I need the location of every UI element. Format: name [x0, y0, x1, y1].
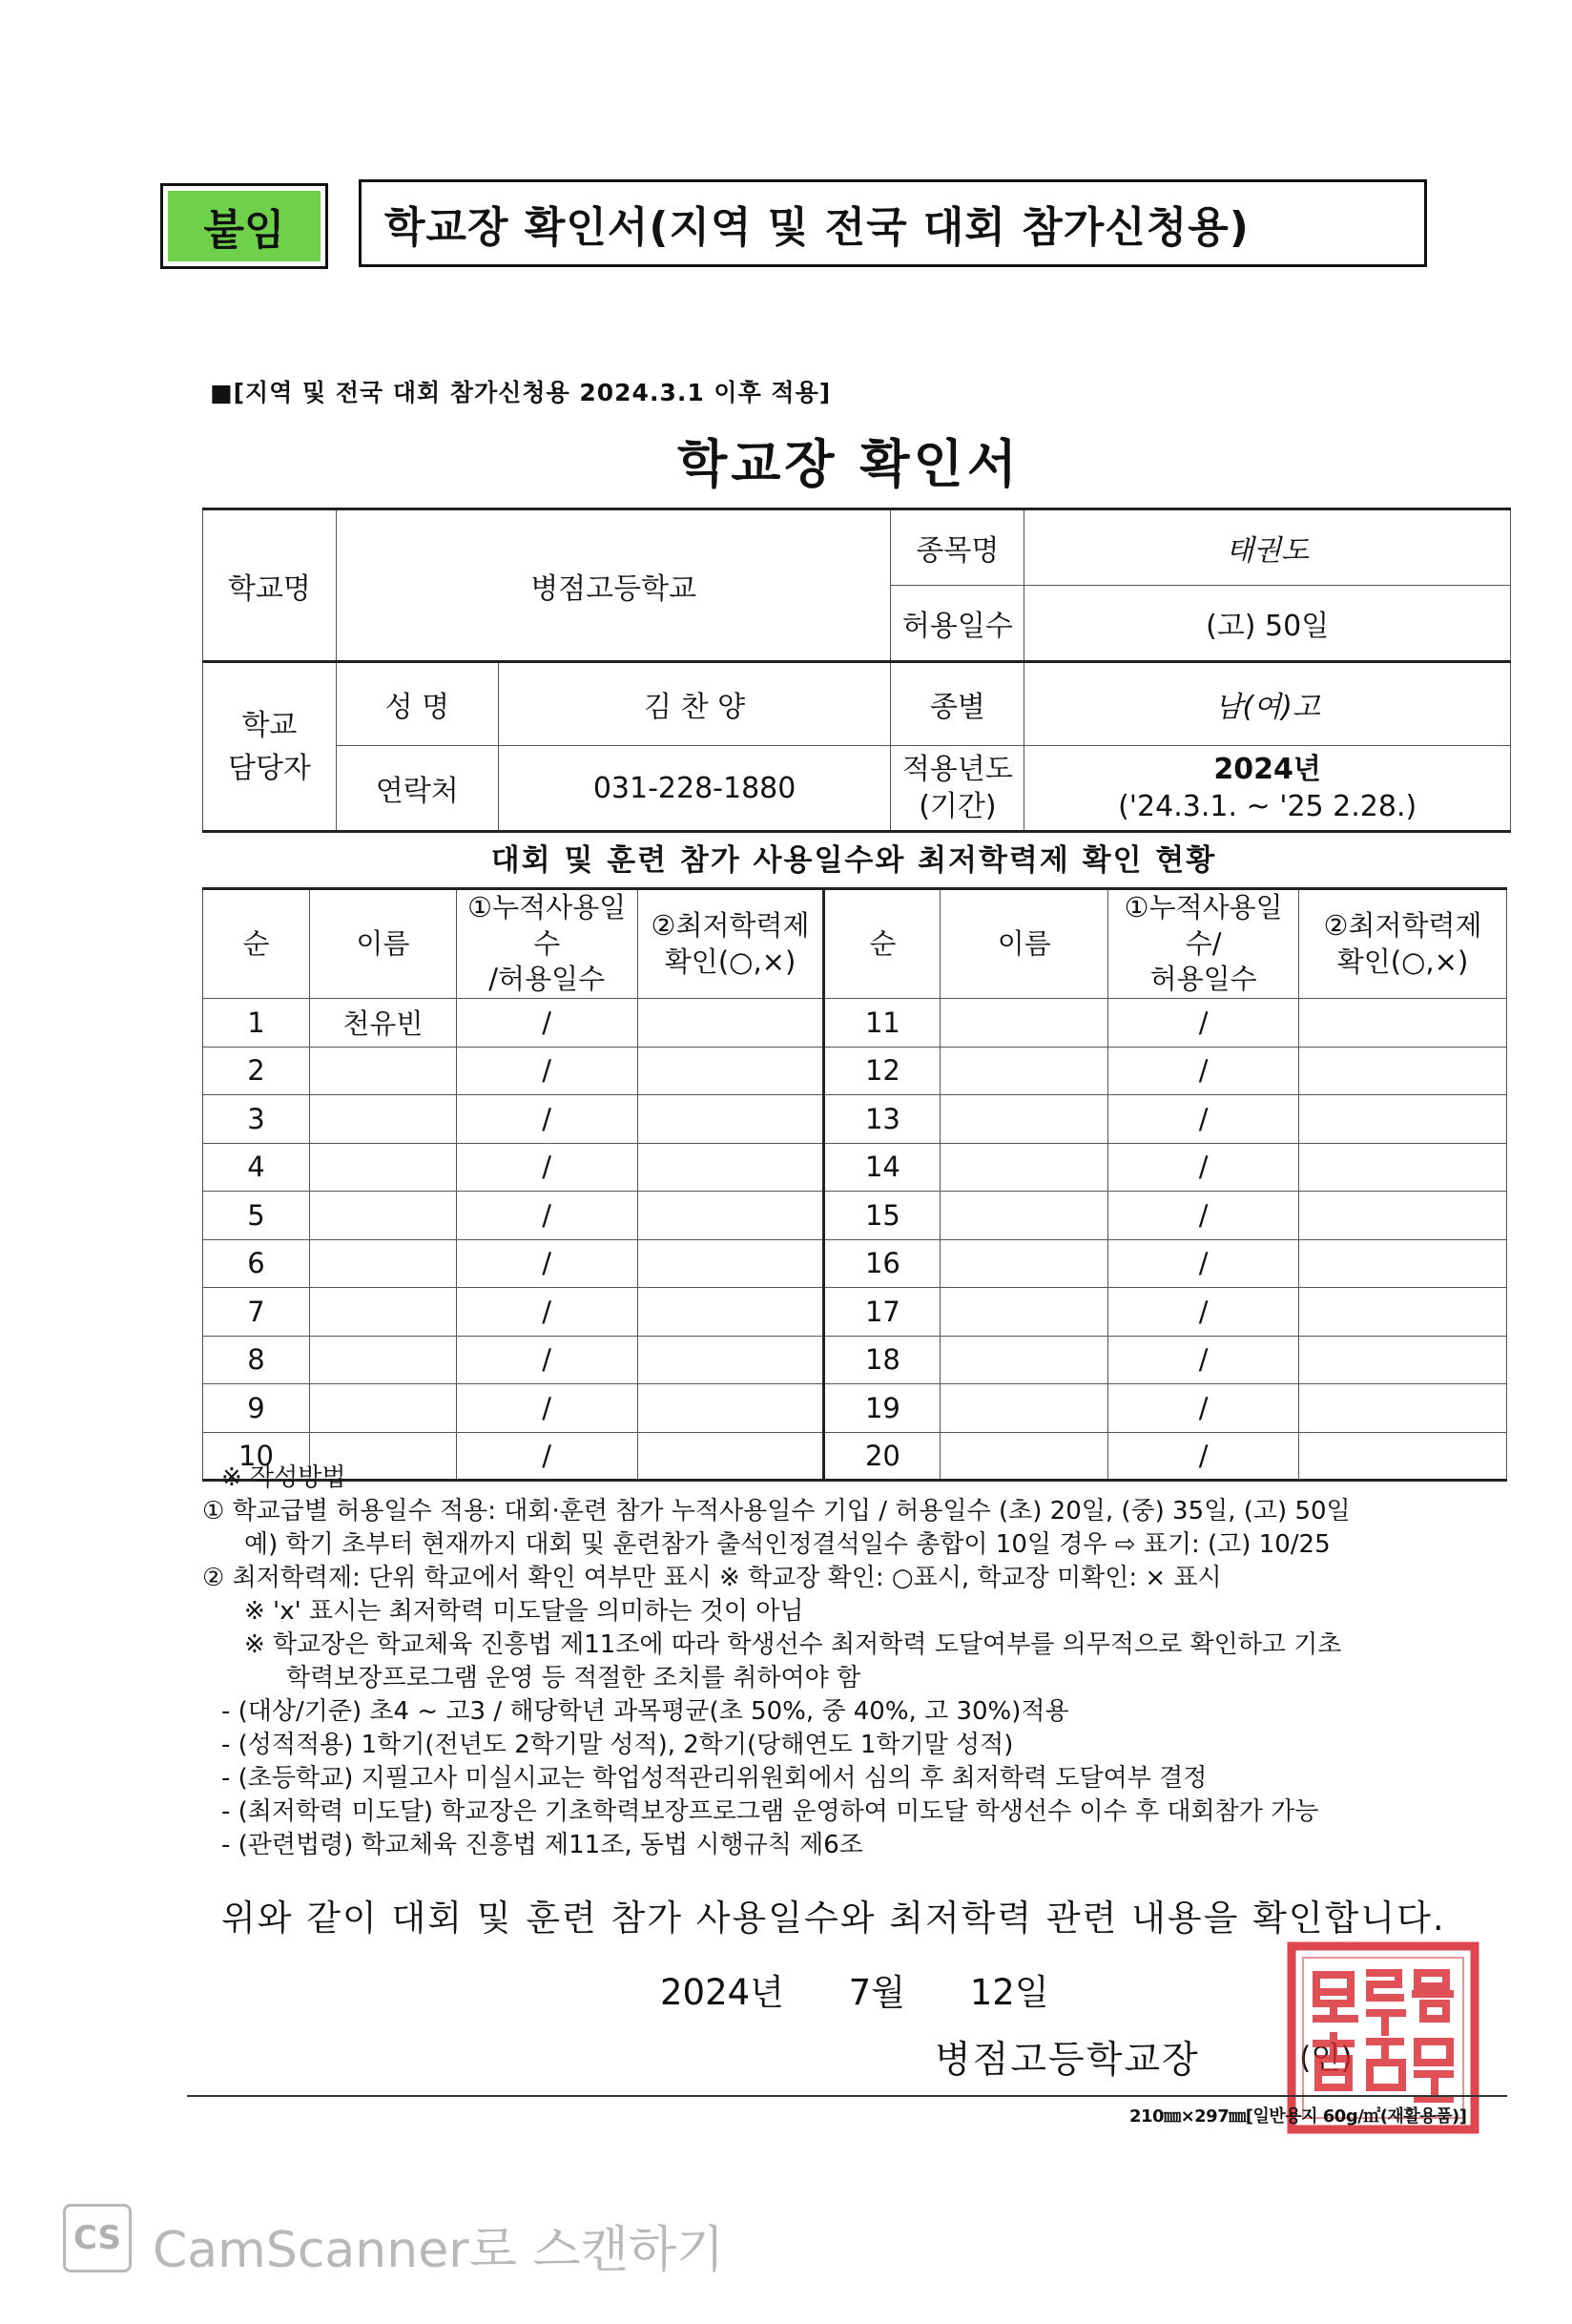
instruction-line: - (대상/기준) 초4 ~ 고3 / 해당학년 과목평균(초 50%, 중 40%, 고 30%)적용 [221, 1697, 1069, 1726]
attachment-tag [160, 183, 328, 269]
table-row [203, 1288, 1507, 1337]
row-number: 9 [203, 1384, 310, 1433]
row-check-right [1299, 1047, 1507, 1095]
row-check [637, 1047, 824, 1095]
row-days-right: / [1108, 1432, 1299, 1481]
row-number-right: 19 [824, 1384, 941, 1433]
row-check-right [1299, 1239, 1507, 1288]
row-days-right: / [1108, 1047, 1299, 1095]
instruction-line: - (최저학력 미도달) 학교장은 기초학력보장프로그램 운영하여 미도달 학생선수 이수 후 대회참가 가능 [221, 1797, 1319, 1826]
row-name [309, 1336, 456, 1384]
row-days: / [456, 1239, 637, 1288]
row-check-right [1299, 1095, 1507, 1144]
date-month: 7월 [848, 1972, 905, 2013]
name-value: 김 찬 양 [498, 662, 891, 746]
row-name-right [941, 1239, 1108, 1288]
row-days: / [456, 1143, 637, 1192]
row-check [637, 1095, 824, 1144]
row-days: / [456, 1432, 637, 1481]
principal-signature-line: 병점고등학교장 [935, 2039, 1200, 2082]
instruction-line: - (초등학교) 지필고사 미실시교는 학업성적관리위원회에서 심의 후 최저학력 도달여부 결정 [221, 1764, 1208, 1793]
header-name-right: 이름 [941, 889, 1108, 999]
status-table-body [203, 999, 1507, 1481]
row-days-right: / [1108, 1239, 1299, 1288]
row-number-right: 16 [824, 1239, 941, 1288]
instruction-line: - (성적적용) 1학기(전년도 2학기말 성적), 2학기(당해연도 1학기말 성적) [221, 1731, 1014, 1759]
row-number: 6 [203, 1239, 310, 1288]
row-name-right [941, 1336, 1108, 1384]
row-days: / [456, 1095, 637, 1144]
table-row [203, 1095, 1507, 1144]
row-check-right [1299, 1336, 1507, 1384]
row-days: / [456, 1288, 637, 1337]
document-title: 학교장 확인서 [677, 434, 1021, 494]
header-no-right: 순 [824, 889, 941, 999]
camscanner-logo-icon: CS [63, 2204, 132, 2272]
row-check [637, 1288, 824, 1337]
row-name [309, 1192, 456, 1240]
row-check [637, 1143, 824, 1192]
header-no: 순 [203, 889, 310, 999]
instruction-line: 학력보장프로그램 운영 등 적절한 조치를 취하여야 함 [286, 1664, 861, 1692]
row-days-right: / [1108, 1288, 1299, 1337]
period-value: ('24.3.1. ~ '25 2.28.) [1118, 790, 1417, 823]
writing-instructions [202, 1462, 1538, 1862]
status-table [202, 887, 1507, 1482]
table-row [203, 1336, 1507, 1384]
row-number-right: 20 [824, 1432, 941, 1481]
contact-label: 연락처 [336, 746, 498, 832]
table-row [203, 1239, 1507, 1288]
header-check: ②최저학력제 확인(○,×) [637, 889, 824, 999]
instruction-line: ② 최저학력제: 단위 학교에서 확인 여부만 표시 ※ 학교장 확인: ○표시, 학교장 미확인: × 표시 [202, 1564, 1222, 1592]
row-number: 1 [203, 999, 310, 1048]
instruction-line: ※ 작성방법 [221, 1463, 346, 1492]
row-name-right [941, 1384, 1108, 1433]
sport-value: 태권도 [1024, 509, 1511, 586]
school-label: 학교명 [203, 509, 337, 662]
table-row [203, 1384, 1507, 1433]
gender-label: 종별 [891, 662, 1024, 746]
row-check [637, 1384, 824, 1433]
row-number-right: 12 [824, 1047, 941, 1095]
row-name-right [941, 1192, 1108, 1240]
table-row [203, 1143, 1507, 1192]
row-check-right [1299, 999, 1507, 1048]
table-row [203, 1192, 1507, 1240]
allowed-days-value: (고) 50일 [1024, 586, 1511, 662]
instruction-line: 예) 학기 초부터 현재까지 대회 및 훈련참가 출석인정결석일수 총합이 10일 경우 ⇨ 표기: (고) 10/25 [244, 1530, 1331, 1559]
row-name [309, 1384, 456, 1433]
row-number-right: 11 [824, 999, 941, 1048]
row-days: / [456, 1336, 637, 1384]
row-days: / [456, 1047, 637, 1095]
row-days-right: / [1108, 999, 1299, 1048]
row-days-right: / [1108, 1095, 1299, 1144]
row-number-right: 13 [824, 1095, 941, 1144]
row-name: 천유빈 [309, 999, 456, 1048]
row-check [637, 1192, 824, 1240]
row-name-right [941, 1047, 1108, 1095]
table-row [203, 1047, 1507, 1095]
camscanner-watermark: CamScanner로 스캔하기 [153, 2222, 725, 2279]
row-name-right [941, 999, 1108, 1048]
row-number: 4 [203, 1143, 310, 1192]
header-days: ①누적사용일수 /허용일수 [456, 889, 637, 999]
header-title: 학교장 확인서(지역 및 전국 대회 참가신청용) [359, 179, 1427, 267]
row-number-right: 17 [824, 1288, 941, 1337]
seal-mark: (인) [1299, 2040, 1353, 2076]
row-name [309, 1095, 456, 1144]
row-number-right: 14 [824, 1143, 941, 1192]
row-check-right [1299, 1288, 1507, 1337]
paper-size-note: 210㎜×297㎜[일반용지 60g/㎡(재활용품)] [1129, 2106, 1467, 2127]
row-number: 10 [203, 1432, 310, 1481]
year-value: 2024년 [1213, 753, 1321, 786]
year-label: 적용년도 (기간) [891, 746, 1024, 832]
row-days-right: / [1108, 1336, 1299, 1384]
row-number: 8 [203, 1336, 310, 1384]
row-check-right [1299, 1192, 1507, 1240]
row-name-right [941, 1143, 1108, 1192]
name-label: 성 명 [336, 662, 498, 746]
row-name [309, 1047, 456, 1095]
row-number-right: 15 [824, 1192, 941, 1240]
manager-label: 학교 담당자 [203, 662, 337, 832]
row-name-right [941, 1095, 1108, 1144]
row-name-right [941, 1288, 1108, 1337]
row-check-right [1299, 1384, 1507, 1433]
row-days: / [456, 999, 637, 1048]
attachment-tag-label: 붙임 [168, 191, 321, 261]
row-days: / [456, 1384, 637, 1433]
row-name [309, 1288, 456, 1337]
header-days-right: ①누적사용일수/ 허용일수 [1108, 889, 1299, 999]
instruction-line: ※ 'x' 표시는 최저학력 미도달을 의미하는 것이 아님 [244, 1597, 804, 1626]
confirmation-statement: 위와 같이 대회 및 훈련 참가 사용일수와 최저학력 관련 내용을 확인합니다. [221, 1898, 1446, 1939]
school-value: 병점고등학교 [336, 509, 891, 662]
allowed-days-label: 허용일수 [891, 586, 1024, 662]
header-name: 이름 [309, 889, 456, 999]
instruction-line: - (관련법령) 학교체육 진흥법 제11조, 동법 시행규칙 제6조 [221, 1831, 863, 1859]
date-year: 2024년 [660, 1972, 784, 2013]
row-days-right: / [1108, 1143, 1299, 1192]
row-check [637, 999, 824, 1048]
row-days-right: / [1108, 1192, 1299, 1240]
row-check-right [1299, 1143, 1507, 1192]
row-number: 3 [203, 1095, 310, 1144]
row-number: 7 [203, 1288, 310, 1337]
date-line [660, 1963, 1074, 2015]
year-cell [1024, 746, 1511, 832]
bottom-divider [187, 2095, 1507, 2097]
gender-value: 남(여)고 [1024, 662, 1511, 746]
info-table [202, 508, 1511, 833]
row-days-right: / [1108, 1384, 1299, 1433]
row-name [309, 1143, 456, 1192]
instruction-line: ① 학교급별 허용일수 적용: 대회·훈련 참가 누적사용일수 기입 / 허용일수 (초) 20일, (중) 35일, (고) 50일 [202, 1497, 1351, 1525]
row-name [309, 1239, 456, 1288]
date-day: 12일 [969, 1972, 1049, 2013]
table-row [203, 999, 1507, 1048]
row-number: 2 [203, 1047, 310, 1095]
header-check-right: ②최저학력제 확인(○,×) [1299, 889, 1507, 999]
sport-label: 종목명 [891, 509, 1024, 586]
row-number: 5 [203, 1192, 310, 1240]
row-days: / [456, 1192, 637, 1240]
applied-note: ■[지역 및 전국 대회 참가신청용 2024.3.1 이후 적용] [210, 379, 832, 406]
row-number-right: 18 [824, 1336, 941, 1384]
instruction-line: ※ 학교장은 학교체육 진흥법 제11조에 따라 학생선수 최저학력 도달여부를 의무적으로 확인하고 기초 [244, 1630, 1342, 1659]
status-title: 대회 및 훈련 참가 사용일수와 최저학력제 확인 현황 [490, 843, 1217, 878]
row-check [637, 1239, 824, 1288]
row-check [637, 1336, 824, 1384]
contact-value: 031-228-1880 [498, 746, 891, 832]
